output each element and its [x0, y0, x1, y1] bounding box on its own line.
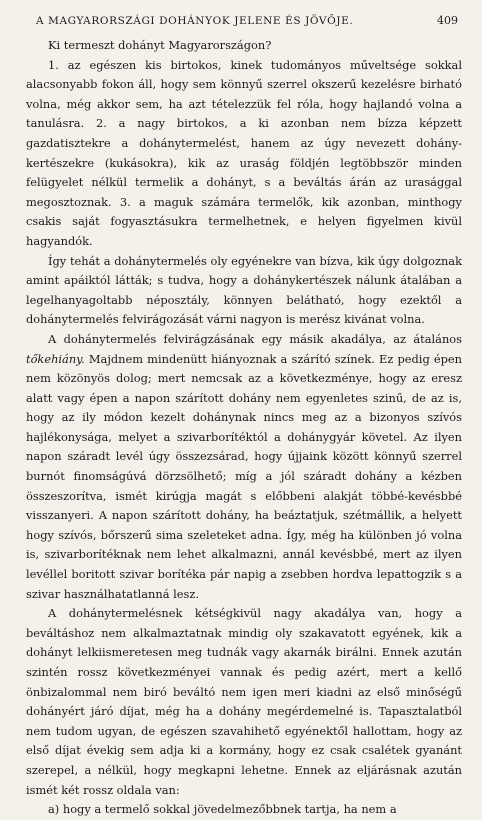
- paragraph-text: 1. az egészen kis birtokos, kinek tudományos műveltsége sokkal alacsonyabb fokon áll, hogy sem könnyű szerrel okszerű kezelésre birható volna, még akkor sem, ha azt tételezzük fel róla, hogy hajlandó volna a tanulásra. 2. a nagy birtokos, a ki azonban nem bízza képzett gazdatisztekre a dohánytermelést, hanem az úgy nevezett dohány-kertészekre (kukásokra), kik az uraság földjén legtöbbször minden felügyelet nélkül termelik a dohányt, s a beváltás árán az urasággal megosztoznak. 3. a maguk számára termelők, kik azonban, minthogy csakis saját fogyasztásukra termelhetnek, e helyen figyelmen kivül hagyandók.: [26, 57, 462, 248]
- paragraph-text: A dohánytermelés felvirágzásának egy másik akadálya, az átalános: [48, 331, 462, 346]
- paragraph-3: [26, 330, 462, 604]
- emphasized-term: tőkehiány.: [26, 351, 85, 366]
- paragraph-text: a) hogy a termelő sokkal jövedelmezőbbnek tartja, ha nem a: [48, 802, 397, 817]
- paragraph-4: [26, 604, 462, 800]
- paragraph-2: [26, 252, 462, 330]
- page-body: [26, 36, 462, 820]
- section-question: Ki termeszt dohányt Magyarországon?: [48, 38, 272, 52]
- paragraph-5: [26, 800, 462, 820]
- page-number: 409: [437, 14, 458, 27]
- paragraph-text: Majdnem mindenütt hiányoznak a szárító színek. Ez pedig épen nem közönyös dolog; mert nemcsak az a következménye, hogy az eresz alatt vagy épen a napon szárított dohány nem egyenletes szinű, de az is, hogy az ily módon kezelt dohánynak nincs meg az a bizonyos szívós hajlékonysága, melyet a szivarborítéktól a dohánygyár követel. Az ilyen napon száradt levél úgy összezsárad, hogy újjaink között könnyű szerrel burnót finomságúvá dörzsölhető; míg a jól száradt dohány a kézben összeszorítva, ismét kirúgja magát s előbbeni alakját többé-kevésbbé visszanyeri. A napon szárított dohány, ha beáztatjuk, szétmállik, a helyett hogy szívós, bőrszerű sima szeleteket adna. Így, még ha különben jó volna is, szivarborítéknak nem lehet alkalmazni, annál kevésbbé, mert az ilyen levéllel boritott szivar borítéka pár napig a zsebben hordva lepattogzik s a szivar használhatatlanná lesz.: [26, 351, 462, 601]
- running-header: [36, 14, 458, 27]
- running-title: A MAGYARORSZÁGI DOHÁNYOK JELENE ÉS JÖVŐJE.: [36, 15, 354, 27]
- paragraph-text: Így tehát a dohánytermelés oly egyénekre van bízva, kik úgy dolgoznak amint apáiktól látták; s tudva, hogy a dohánykertészek nálunk átalában a legelhanyagoltabb néposztály, könnyen belátható, hogy ezektől a dohánytermelés felvirágozását várni nagyon is merész kivánat volna.: [26, 253, 462, 327]
- paragraph-1: [26, 56, 462, 252]
- paragraph-text: A dohánytermelésnek kétségkivül nagy akadálya van, hogy a beváltáshoz nem alkalmaztatnak mindig oly szakavatott egyének, kik a dohányt lelkiismeretesen meg tudnák vagy akarnák birálni. Ennek azután szintén rossz következményei vannak és pedig azért, mert a kellő önbizalommal nem biró beváltó nem igen meri kiadni az első minőségű dohányért járó díjat, még ha a dohány megérdemelné is. Tapasztalatból nem tudom ugyan, de egészen szavahihető egyénektől hallottam, hogy az első díjat évekig sem adja ki a kormány, hogy ez csak csalétek gyanánt szerepel, a nélkül, hogy megkapni lehetne. Ennek az eljárásnak azután ismét két rossz oldala van:: [26, 606, 462, 797]
